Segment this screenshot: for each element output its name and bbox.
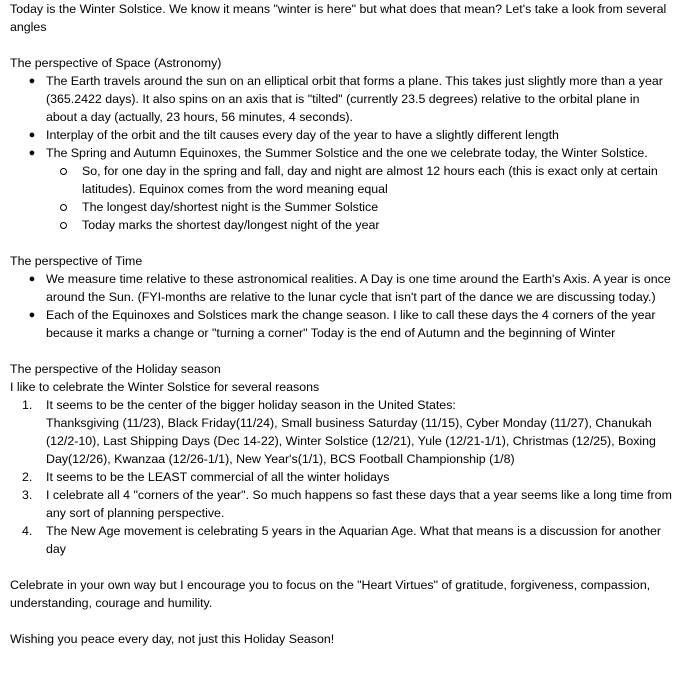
list-item-text: The New Age movement is celebrating 5 years in the Aquarian Age. What that means is a discussion for another day (46, 524, 662, 556)
closing-paragraph: Celebrate in your own way but I encourage you to focus on the "Heart Virtues" of gratitude, forgiveness, compassion, understanding, courage and humility. (10, 578, 651, 610)
list-item (10, 306, 672, 342)
bullet-icon: ● (28, 129, 36, 141)
list-item (10, 468, 672, 486)
list-item-detail: Thanksgiving (11/23), Black Friday(11/24), Small business Saturday (11/15), Cyber Monday (11/27), Chanukah (12/2-10), Last Shipping Days (Dec 14-22), Winter Solstice (12/21), Yule (12/21-1/1), Christmas (12/25), Boxing Day(12/26), Kwanzaa (12/26-1/1), New Year's(1/1), BCS Football Championship (1/8) (46, 416, 656, 466)
list-number: 1. (22, 398, 33, 412)
holiday-section-title: The perspective of the Holiday season (10, 362, 221, 376)
space-bullet-list (10, 72, 672, 162)
list-item (10, 72, 672, 126)
list-item-text: Interplay of the orbit and the tilt causes every day of the year to have a slightly different length (46, 128, 559, 142)
bullet-icon: ● (28, 309, 36, 321)
list-number: 3. (22, 488, 33, 502)
list-item (10, 198, 672, 216)
holiday-lead: I like to celebrate the Winter Solstice for several reasons (10, 380, 320, 394)
list-item-text: I celebrate all 4 "corners of the year". So much happens so fast these days that a year seems like a long time from any sort of planning perspective. (46, 488, 672, 520)
time-section-title: The perspective of Time (10, 254, 143, 268)
bullet-icon: ● (28, 75, 36, 87)
space-sub-bullet-list (10, 162, 672, 234)
list-item (10, 216, 672, 234)
list-item-text: The Earth travels around the sun on an elliptical orbit that forms a plane. This takes just slightly more than a year (365.2422 days). It also spins on an axis that is "tilted" (currently 23.5 degrees) relative to the orbital plane in about a day (actually, 23 hours, 56 minutes, 4 seconds). (46, 74, 663, 124)
holiday-numbered-list (10, 396, 672, 558)
list-item-text: It seems to be the LEAST commercial of all the winter holidays (46, 470, 390, 484)
list-item-text: The Spring and Autumn Equinoxes, the Summer Solstice and the one we celebrate today, the Winter Solstice. (46, 146, 648, 160)
list-item-text: Each of the Equinoxes and Solstices mark the change season. I like to call these days the 4 corners of the year because it marks a change or "turning a corner" Today is the end of Autumn and the beginning of Winter (46, 308, 656, 340)
wish-paragraph: Wishing you peace every day, not just this Holiday Season! (10, 632, 335, 646)
list-item-text: The longest day/shortest night is the Summer Solstice (82, 200, 379, 214)
list-item (10, 144, 672, 162)
space-section-title: The perspective of Space (Astronomy) (10, 56, 222, 70)
hollow-circle-icon (60, 168, 67, 175)
list-item (10, 522, 672, 558)
list-number: 2. (22, 470, 33, 484)
list-item-text: Today marks the shortest day/longest night of the year (82, 218, 380, 232)
bullet-icon: ● (28, 147, 36, 159)
time-bullet-list (10, 270, 672, 342)
hollow-circle-icon (60, 204, 67, 211)
list-item (10, 396, 672, 468)
list-item (10, 162, 672, 198)
list-item (10, 126, 672, 144)
intro-paragraph: Today is the Winter Solstice. We know it means "winter is here" but what does that mean? Let's take a look from several angles (10, 2, 667, 34)
hollow-circle-icon (60, 222, 67, 229)
list-item (10, 270, 672, 306)
bullet-icon: ● (28, 273, 36, 285)
list-item-text: It seems to be the center of the bigger holiday season in the United States: (46, 398, 456, 412)
list-item-text: So, for one day in the spring and fall, day and night are almost 12 hours each (this is exact only at certain latitudes). Equinox comes from the word meaning equal (82, 164, 658, 196)
list-item (10, 486, 672, 522)
list-number: 4. (22, 524, 33, 538)
list-item-text: We measure time relative to these astronomical realities. A Day is one time around the Earth's Axis. A year is once around the Sun. (FYI-months are relative to the lunar cycle that isn't part of the dance we are discussing today.) (46, 272, 671, 304)
